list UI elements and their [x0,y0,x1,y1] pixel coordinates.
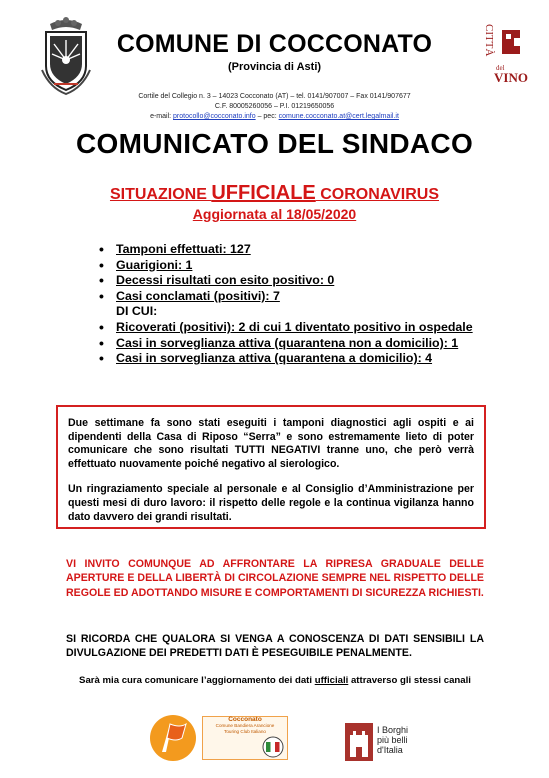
list-item: • Decessi risultati con esito positivo: 0 [96,273,486,289]
province-subtitle: (Provincia di Asti) [227,61,322,73]
email-link[interactable]: protocollo@cocconato.info [173,113,256,120]
communique-headline: COMUNICATO DEL SINDACO [75,128,474,159]
vino-logo-text: VINO [494,70,528,85]
municipality-title: COMUNE DI COCCONATO [116,30,433,58]
contact-email-line: e-mail: protocollo@cocconato.info – pec: comune.cocconato.at@cert.legalmail.it [150,113,399,120]
notice-box [56,405,486,529]
list-subheading: DI CUI: [116,304,158,319]
bandiera-arancione-text: Cocconato Comune Bandiera Arancione Touring Club Italiano [215,716,275,734]
list-item: • Ricoverati (positivi): 2 di cui 1 diventato positivo in ospedale [96,320,486,336]
borghi-logo-text: I Borghi più belli d'Italia [377,725,409,755]
pec-link[interactable]: comune.cocconato.at@cert.legalmail.it [278,113,399,120]
situation-heading: SITUAZIONE UFFICIALE CORONAVIRUS [109,182,440,204]
citta-del-vino-logo [480,16,530,90]
invite-paragraph: VI INVITO COMUNQUE AD AFFRONTARE LA RIPRESA GRADUALE DELLE APERTURE E DELLA LIBERTÀ DI CIRCOLAZIONE SEMPRE NEL RISPETTO DELLE REGOLE ED ADOTTANDO MISURE E COMPORTAMENTI DI SICUREZZA RICHIESTI. [66,558,484,599]
citta-logo-text: CITTÀ [483,24,495,57]
address-line: Cortile del Collegio n. 3 – 14023 Cocconato (AT) – tel. 0141/907007 – Fax 0141/907677 [138,93,411,100]
stats-list [96,242,486,367]
closing-line: Sarà mia cura comunicare l’aggiornamento dei dati ufficiali attraverso gli stessi canali [79,675,471,686]
del-logo-text: del [496,64,505,72]
list-item: • Tamponi effettuati: 127 [96,242,486,258]
notice-paragraph: Due settimane fa sono stati eseguiti i tamponi diagnostici agli ospiti e ai dipendenti della Casa di Riposo “Serra” e sono estremamente lieto di poter comunicare che sono risultati TUTTI NEGATIVI tranne uno, che però verrà effettuato nuovamente poiché negativo al sierologico. [68,417,474,470]
update-date: Aggiornata al 18/05/2020 [192,206,357,222]
list-item: • Casi in sorveglianza attiva (quarantena non a domicilio): 1 [96,336,486,352]
touring-club-badge-icon [262,736,284,758]
list-item: • Casi conclamati (positivi): 7 [96,289,486,305]
official-highlight: UFFICIALE [211,182,316,204]
list-item: • Guarigioni: 1 [96,258,486,274]
borghi-tower-icon [345,723,373,761]
tax-id-line: C.F. 80005260056 – P.I. 01219650056 [214,103,335,110]
orange-flag-logo [148,712,198,764]
list-item: • Casi in sorveglianza attiva (quarantena a domicilio): 4 [96,351,486,367]
privacy-warning: SI RICORDA CHE QUALORA SI VENGA A CONOSCENZA DI DATI SENSIBILI LA DIVULGAZIONE DEI PREDETTI DATI È PESEGUIBILE PENALMENTE. [66,633,484,660]
notice-paragraph: Un ringraziamento speciale al personale e al Consiglio d’Amministrazione per questi mesi di duro lavoro: il rispetto delle regole e la continua vigilanza hanno dato davvero dei grandi risultati. [68,483,474,523]
